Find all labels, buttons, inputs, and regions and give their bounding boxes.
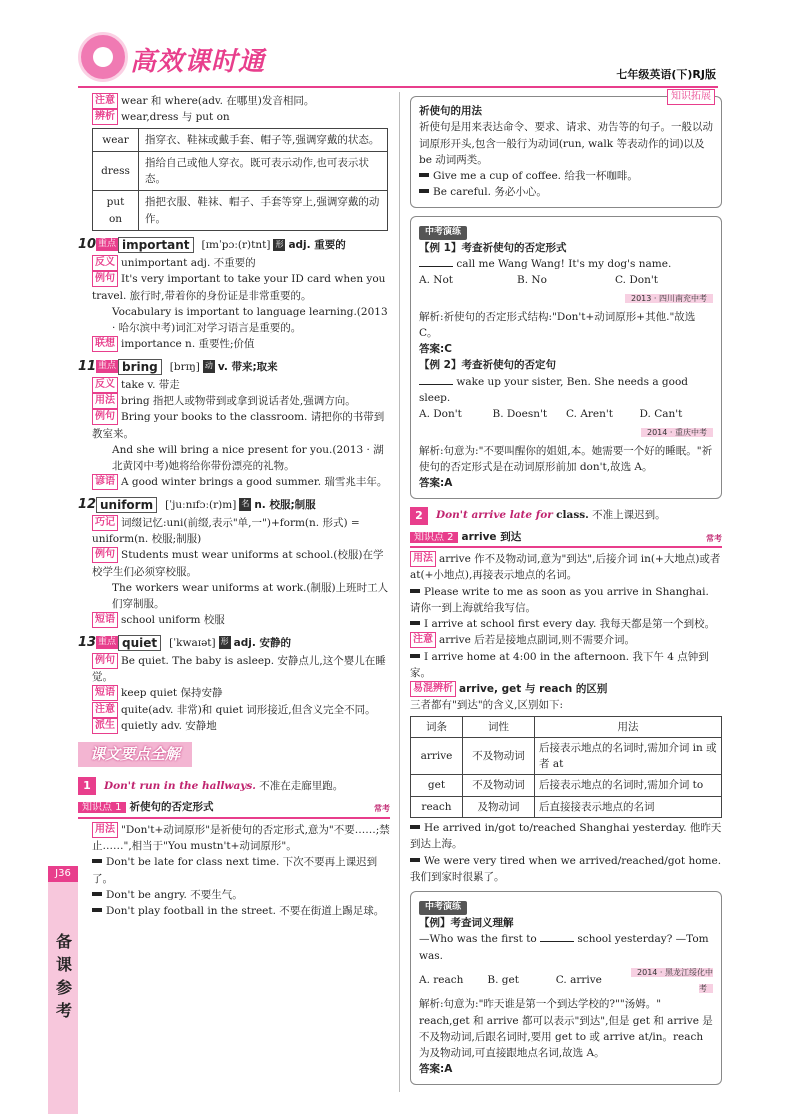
word-important: 10 重点 important [ɪmˈpɔː(r)tnt] 形 adj. 重要的 [78, 236, 346, 252]
page-number: J36 [48, 866, 78, 882]
exam-practice-box-2: 中考演练 【例】考查词义理解 —Who was the first to school yesterday? —Tom was. A. reach B. get C. arrive 2014 · 黑龙江绥化中考 解析:句意为:"昨天谁是第一个到达学校的?""汤姆。" reach,get 和 arrive 都可以表示"到达",但是 get 和 arrive 是不及物动词,后跟名词时,要用 get to 或 arrive at/in。reach 为及物动词,可直接跟地点名词,故选 A。 答案:A [410, 891, 722, 1085]
extension-box: 知识拓展 祈使句的用法 祈使句是用来表达命令、要求、请求、劝告等的句子。一般以动词原形开头,包含一般行为动词(run, walk 等表动作的词)以及 be 动词两类。 Give me a cup of coffee. 给我一杯咖啡。 Be careful. 务必小心。 [410, 96, 722, 208]
sidebar-text: 备课参考 [56, 932, 73, 1020]
sentence-1: 1 Don't run in the hallways. 不准在走廊里跑。 [78, 777, 390, 795]
section-title: 课文要点全解 [78, 742, 192, 767]
word-quiet: 13 重点 quiet [ˈkwaɪət] 形 adj. 安静的 [78, 634, 291, 650]
right-column: 知识拓展 祈使句的用法 祈使句是用来表达命令、要求、请求、劝告等的句子。一般以动词原形开头,包含一般行为动词(run, walk 等表动作的词)以及 be 动词两类。 Give me a cup of coffee. 给我一杯咖啡。 Be careful. 务必小心。 中考演练 【例 1】考查祈使句的否定形式 call me Wang Wang! It's my dog's name. A. Not B. No C. Don't 2013 · 四川南充中考 解析:祈使句的否定形式结构:"Don't+动词原形+其他."故选 C。 答案:C 【例 2】考查祈使句的否定句 wake up your sister, Ben. She needs a good sleep. A. Don't B. Doesn't C. Aren't D. Can't 2014 · 重庆中考 解析:句意为:"不要叫醒你的姐姐,本。她需要一个好的睡眠。"祈使句的否定形式是在动词原形前加 don't,故选 A。 答案:A 2 Don't arrive late for class. 不准上课迟到。 知识点 2 arrive 到达 常考 用法 arrive 作不及物动词,意为"到达",后接介词 in(+大地点)或者 at(+小地点),再接表示地点的名词。 Please write to me as soon as you arrive in Shanghai. 请你一到上海就给我写信。 I arrive at school first every day. 我每天都是第一个到校。 注意 arrive 后若是接地点副词,则不需要介词。 I arrive home at 4:00 in the afternoon. 我下午 4 点钟到家。 易混辨析 arrive, get 与 reach 的区别 三者都有"到达"的含义,区别如下: 词条 词性 用法 arrive 不及物动词 后接表示地点的名词时,需加介词 in 或者 at get 不及物动词 后接表示地点的名词时,需加介词 to reach 及物动词 后直接接表示地点的名词 He arrived in/got to/reached Shanghai yesterday. 他昨天到达上海。 We were very tired when we arrived/reached/got home. 我们到家时很累了。 中考演练 【例】考查词义理解 —Who was the first to school yesterday? —Tom was. A. reach B. get C. arrive 2014 · 黑龙江绥化中考 解析:句意为:"昨天谁是第一个到达学校的?""汤姆。" reach,get 和 arrive 都可以表示"到达",但是 get 和 arrive 是不及物动词,后跟名词时,要用 get to 或 arrive at/in。reach 为及物动词,可直接跟地点名词,故选 A。 答案:A [410, 96, 722, 1093]
note-compare: 辨析 wear,dress 与 put on [92, 109, 390, 125]
table-row: get 不及物动词 后接表示地点的名词时,需加介词 to [411, 775, 722, 796]
header-divider [78, 86, 718, 88]
logo-text: 高效课时通 [130, 47, 266, 77]
table-row: wear 指穿衣、鞋袜或戴手套、帽子等,强调穿戴的状态。 [93, 128, 388, 151]
knowledge-point-2: 知识点 2 arrive 到达 常考 [410, 529, 722, 549]
table-row: dress 指给自己或他人穿衣。既可表示动作,也可表示状态。 [93, 151, 388, 191]
column-divider [399, 92, 400, 1092]
table-row: arrive 不及物动词 后接表示地点的名词时,需加介词 in 或者 at [411, 737, 722, 775]
page-header [0, 0, 794, 95]
word-uniform: 12 uniform [ˈjuːnɪfɔː(r)m] 名 n. 校服;制服 [78, 496, 316, 512]
note-wear: 注意 wear 和 where(adv. 在哪里)发音相同。 [92, 93, 390, 109]
word-bring: 11 重点 bring [brɪŋ] 动 v. 带来;取来 [78, 358, 278, 374]
compare-table [92, 128, 388, 231]
grade-label: 七年级英语(下)RJ版 [616, 68, 716, 81]
arrive-table: 词条 词性 用法 arrive 不及物动词 后接表示地点的名词时,需加介词 in 或者 at get 不及物动词 后接表示地点的名词时,需加介词 to reach 及物动词 后直接接表示地点的名词 [410, 716, 722, 818]
table-row: reach 及物动词 后直接接表示地点的名词 [411, 796, 722, 817]
sentence-2: 2 Don't arrive late for class. 不准上课迟到。 [410, 507, 722, 525]
table-row: put on 指把衣服、鞋袜、帽子、手套等穿上,强调穿戴的动作。 [93, 191, 388, 231]
knowledge-point-1: 知识点 1 祈使句的否定形式 常考 [78, 799, 390, 819]
left-column: 注意 wear 和 where(adv. 在哪里)发音相同。 辨析 wear,dress 与 put on wear 指穿衣、鞋袜或戴手套、帽子等,强调穿戴的状态。 dress 指给自己或他人穿衣。既可表示动作,也可表示状态。 put on 指把衣服、鞋袜、帽子、手套等穿上,强调穿戴的动作。 10 重点 important [ɪmˈpɔː(r)tnt] 形 adj. 重要的 反义 unimportant adj. 不重要的 例句 It's very important to take your ID card when you travel. 旅行时,带着你的身份证是非常重要的。 Vocabulary is important to language learning.(2013 · 哈尔滨中考)词汇对学习语言是重要的。 联想 importance n. 重要性;价值 11 重点 bring [brɪŋ] 动 v. 带来;取来 反义 take v. 带走 用法 bring 指把人或物带到或拿到说话者处,强调方向。 例句 Bring your books to the classroom. 请把你的书带到教室来。 And she will bring a nice present for you.(2013 · 湖北黄冈中考)她将给你带份漂亮的礼物。 谚语 A good winter brings a good summer. 瑞雪兆丰年。 12 uniform [ˈjuːnɪfɔː(r)m] 名 n. 校服;制服 巧记 词缀记忆:uni(前缀,表示"单,一")+form(n. 形式) = uniform(n. 校服;制服) 例句 Students must wear uniforms at school.(校服)在学校学生们必须穿校服。 The workers wear uniforms at work.(制服)上班时工人们穿制服。 短语 school uniform 校服 13 重点 quiet [ˈkwaɪət] 形 adj. 安静的 例句 Be quiet. The baby is asleep. 安静点儿,这个婴儿在睡觉。 短语 keep quiet 保持安静 注意 quite(adv. 非常)和 quiet 词形接近,但含义完全不同。 派生 quietly adv. 安静地 课文要点全解 1 Don't run in the hallways. 不准在走廊里跑。 知识点 1 祈使句的否定形式 常考 用法 "Don't+动词原形"是祈使句的否定形式,意为"不要……;禁止……",相当于"You mustn't+动词原形"。 Don't be late for class next time. 下次不要再上课迟到了。 Don't be angry. 不要生气。 Don't play football in the street. 不要在街道上踢足球。 [78, 95, 390, 918]
exam-practice-box: 中考演练 【例 1】考查祈使句的否定形式 call me Wang Wang! It's my dog's name. A. Not B. No C. Don't 2013 · 四川南充中考 解析:祈使句的否定形式结构:"Don't+动词原形+其他."故选 C。 答案:C 【例 2】考查祈使句的否定句 wake up your sister, Ben. She needs a good sleep. A. Don't B. Doesn't C. Aren't D. Can't 2014 · 重庆中考 解析:句意为:"不要叫醒你的姐姐,本。她需要一个好的睡眠。"祈使句的否定形式是在动词原形前加 don't,故选 A。 答案:A [410, 216, 722, 499]
logo-icon [78, 32, 128, 82]
